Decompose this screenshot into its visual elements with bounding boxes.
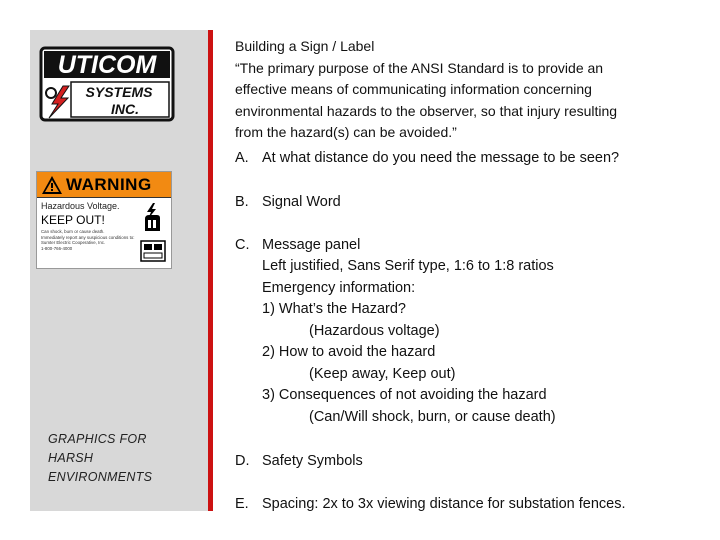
- warning-triangle-icon: [41, 175, 63, 195]
- warning-signal-word: WARNING: [66, 174, 152, 194]
- item-e-text: Spacing: 2x to 3x viewing distance for substation fences.: [262, 496, 626, 512]
- item-d-text: Safety Symbols: [262, 453, 363, 469]
- logo-brand: UTICOM: [57, 51, 157, 79]
- item-b: B. Signal Word: [235, 194, 341, 210]
- item-b-text: Signal Word: [262, 194, 341, 210]
- tagline-line1: GRAPHICS FOR: [48, 432, 147, 446]
- sidebar-panel: [30, 30, 209, 511]
- tagline-line2: HARSH: [48, 451, 94, 465]
- tagline: [48, 430, 152, 487]
- item-c-sub: (Keep away, Keep out): [309, 366, 456, 382]
- page-title: Building a Sign / Label: [235, 38, 375, 54]
- warning-sign-header: [37, 172, 171, 198]
- logo-line2: SYSTEMS: [85, 84, 153, 100]
- item-c-sub: 3) Consequences of not avoiding the hazard: [262, 387, 547, 403]
- intro-line: environmental hazards to the observer, so that injury resulting: [235, 102, 618, 119]
- warning-line-keep-out: KEEP OUT!: [41, 213, 105, 227]
- item-c-sub: Emergency information:: [262, 280, 416, 296]
- intro-line: “The primary purpose of the ANSI Standard is to provide an: [235, 59, 604, 76]
- item-c-sub: Left justified, Sans Serif type, 1:6 to 1:8 ratios: [262, 258, 554, 274]
- electrical-panel-icon: [140, 240, 166, 262]
- item-c-sub: (Hazardous voltage): [309, 323, 440, 339]
- warning-line-hazard: Hazardous Voltage.: [41, 201, 120, 211]
- red-divider: [208, 30, 213, 511]
- logo-line3: INC.: [111, 101, 139, 117]
- intro-line: effective means of communicating information concerning: [235, 81, 592, 97]
- warning-fine-print: Can shock, burn or cause death. Immediately report any suspicious conditions to: Sumter Electric Cooperative, Inc. 1-800-766-4000: [41, 229, 135, 251]
- uticom-logo: [39, 46, 175, 122]
- item-c-sub: 1) What’s the Hazard?: [262, 301, 406, 317]
- item-e: E. Spacing: 2x to 3x viewing distance for substation fences.: [235, 496, 626, 512]
- item-c-text: Message panel: [262, 237, 361, 253]
- item-c: C. Message panel: [235, 237, 361, 253]
- tagline-line3: ENVIRONMENTS: [48, 470, 153, 484]
- item-c-sub: (Can/Will shock, burn, or cause death): [309, 409, 556, 425]
- shock-hazard-icon: [139, 203, 165, 233]
- intro-line: from the hazard(s) can be avoided.”: [235, 124, 457, 140]
- item-d: D. Safety Symbols: [235, 453, 363, 469]
- intro-block: [235, 36, 705, 144]
- warning-sign-image: [36, 171, 172, 269]
- main-content: [235, 36, 705, 512]
- item-c-sub: 2) How to avoid the hazard: [262, 344, 436, 360]
- item-a: A. At what distance do you need the message to be seen?: [235, 150, 620, 166]
- item-a-text: At what distance do you need the message to be seen?: [262, 150, 620, 166]
